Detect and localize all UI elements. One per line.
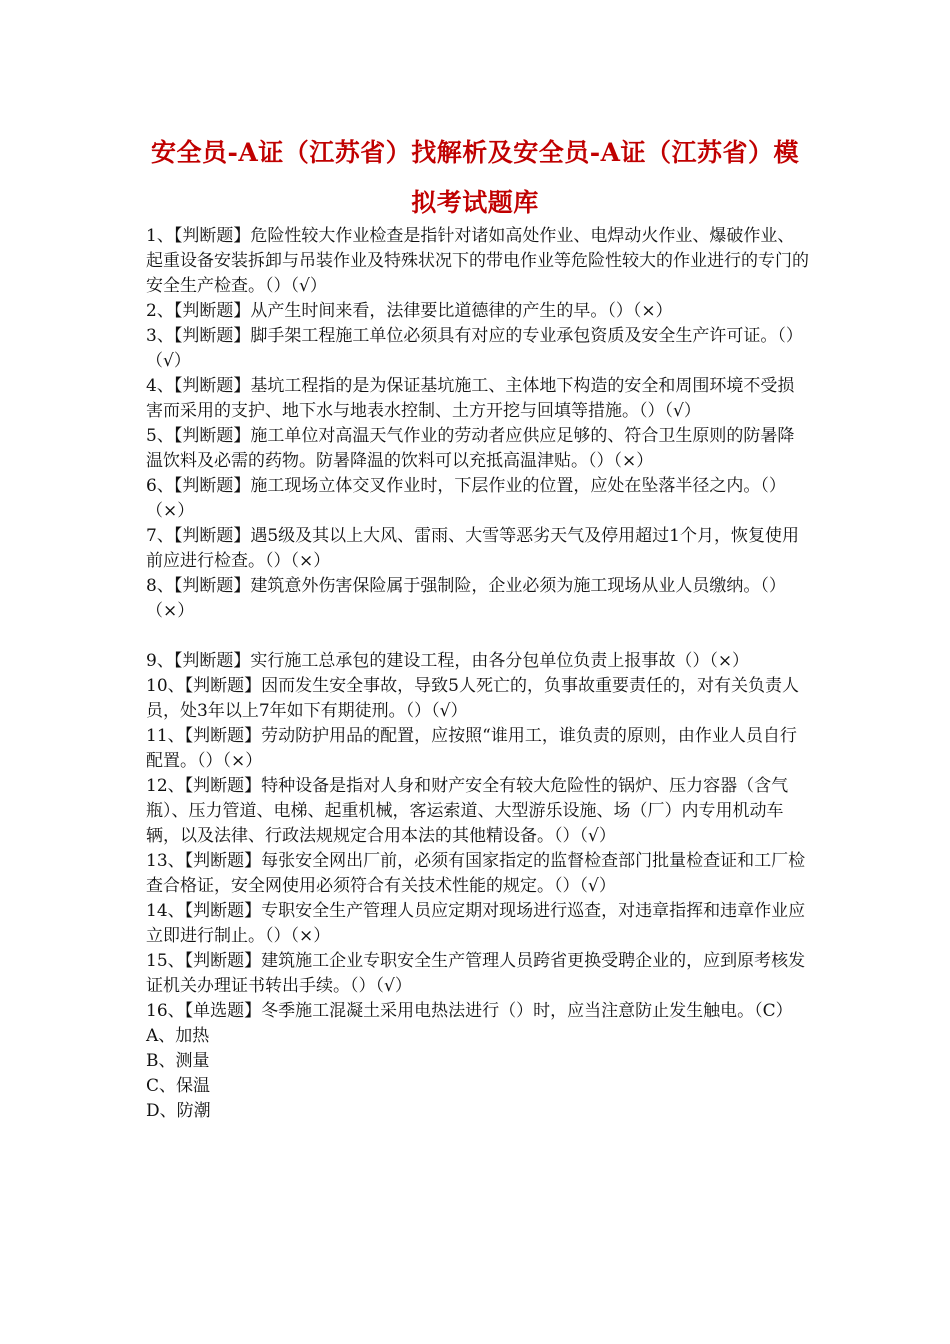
- option-d: D、防潮: [146, 1101, 211, 1121]
- question-item-3: 3、【判断题】脚手架工程施工单位必须具有对应的专业承包资质及安全生产许可证。（）（√）: [146, 326, 803, 371]
- question-item-7: 7、【判断题】遇5级及其以上大风、雷雨、大雪等恶劣天气及停用超过1个月，恢复使用前应进行检查。（）（×）: [146, 526, 799, 571]
- question-item-15: 15、【判断题】建筑施工企业专职安全生产管理人员跨省更换受聘企业的，应到原考核发证机关办理证书转出手续。（）（√）: [146, 951, 806, 996]
- paragraph-gap: [146, 624, 810, 649]
- question-item-2: 2、【判断题】从产生时间来看，法律要比道德律的产生的早。（）（×）: [146, 301, 673, 321]
- question-item-8: 8、【判断题】建筑意外伤害保险属于强制险，企业必须为施工现场从业人员缴纳。（）（×）: [146, 576, 786, 621]
- option-c: C、保温: [146, 1076, 211, 1096]
- question-item-4: 4、【判断题】基坑工程指的是为保证基坑施工、主体地下构造的安全和周围环境不受损害而采用的支护、地下水与地表水控制、土方开挖与回填等措施。（）（√）: [146, 376, 795, 421]
- title-line-1: 安全员-A证（江苏省）找解析及安全员-A证（江苏省）模: [150, 138, 800, 167]
- option-a: A、加热: [146, 1026, 210, 1046]
- question-item-1: 1、【判断题】危险性较大作业检查是指针对诸如高处作业、电焊动火作业、爆破作业、起重设备安装拆卸与吊装作业及特殊状况下的带电作业等危险性较大的作业进行的专门的安全生产检查。（）（√）: [146, 226, 809, 296]
- question-item-11: 11、【判断题】劳动防护用品的配置，应按照“谁用工，谁负责的原则，由作业人员自行配置。（）（×）: [146, 726, 797, 771]
- question-list: [146, 224, 810, 1124]
- title-line-2: 拟考试题库: [411, 188, 539, 217]
- question-item-10: 10、【判断题】因而发生安全事故，导致5人死亡的，负事故重要责任的，对有关负责人员，处3年以上7年如下有期徒刑。（）（√）: [146, 676, 799, 721]
- option-b: B、测量: [146, 1051, 210, 1071]
- question-item-13: 13、【判断题】每张安全网出厂前，必须有国家指定的监督检查部门批量检查证和工厂检查合格证，安全网使用必须符合有关技术性能的规定。（）（√）: [146, 851, 806, 896]
- question-item-6: 6、【判断题】施工现场立体交叉作业时，下层作业的位置，应处在坠落半径之内。（）（×）: [146, 476, 786, 521]
- question-item-9: 9、【判断题】实行施工总承包的建设工程，由各分包单位负责上报事故（）（×）: [146, 651, 750, 671]
- question-item-14: 14、【判断题】专职安全生产管理人员应定期对现场进行巡查，对违章指挥和违章作业应立即进行制止。（）（×）: [146, 901, 806, 946]
- question-item-16: 16、【单选题】冬季施工混凝土采用电热法进行（）时，应当注意防止发生触电。（C）: [146, 1001, 793, 1021]
- document-title: [130, 128, 820, 228]
- question-item-5: 5、【判断题】施工单位对高温天气作业的劳动者应供应足够的、符合卫生原则的防暑降温饮料及必需的药物。防暑降温的饮料可以充抵高温津贴。（）（×）: [146, 426, 795, 471]
- question-item-12: 12、【判断题】特种设备是指对人身和财产安全有较大危险性的锅炉、压力容器（含气瓶）、压力管道、电梯、起重机械，客运索道、大型游乐设施、场（厂）内专用机动车辆，以及法律、行政法规规定合用本法的其他精设备。（）（√）: [146, 776, 789, 846]
